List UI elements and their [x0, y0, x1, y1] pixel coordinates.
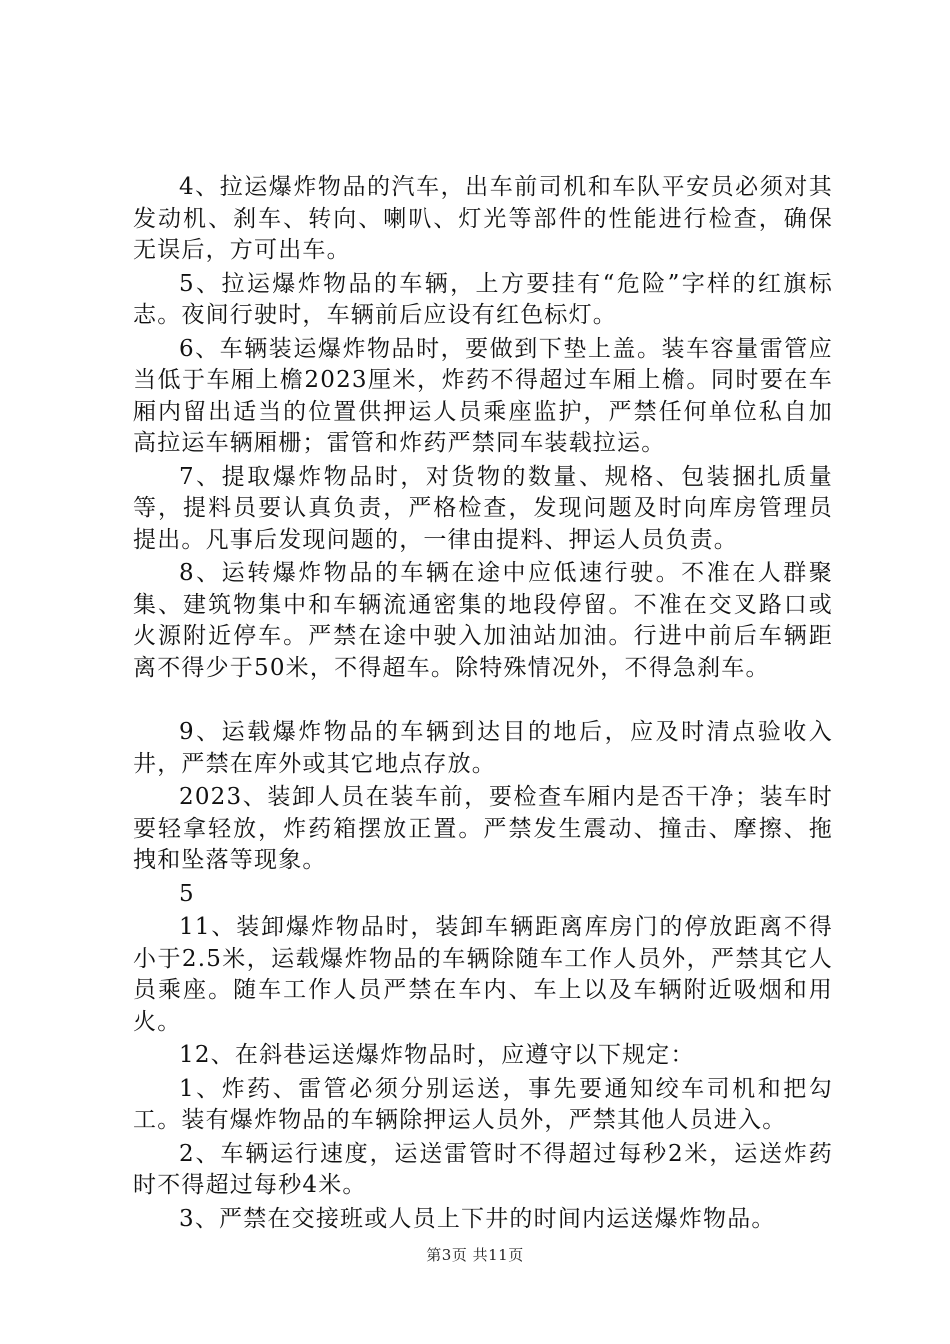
rule-item-2: 2、车辆运行速度，运送雷管时不得超过每秒2米，运送炸药时不得超过每秒4米。	[133, 1140, 833, 1198]
paragraph-6: 6、车辆装运爆炸物品时，要做到下垫上盖。装车容量雷管应当低于车厢上檐2023厘米，炸药不得超过车厢上檐。同时要在车厢内留出适当的位置供押运人员乘座监护，严禁任何单位私自加高拉运车辆厢栅；雷管和炸药严禁同车装载拉运。	[133, 335, 833, 456]
paragraph-4: 4、拉运爆炸物品的汽车，出车前司机和车队平安员必须对其发动机、刹车、转向、喇叭、灯光等部件的性能进行检查，确保无误后，方可出车。	[133, 174, 833, 263]
paragraph-7: 7、提取爆炸物品时，对货物的数量、规格、包装捆扎质量等，提料员要认真负责，严格检查，发现问题及时向库房管理员提出。凡事后发现问题的，一律由提料、押运人员负责。	[133, 463, 833, 553]
paragraph-11: 11、装卸爆炸物品时，装卸车辆距离库房门的停放距离不得小于2.5米，运载爆炸物品的车辆除随车工作人员外，严禁其它人员乘座。随车工作人员严禁在车内、车上以及车辆附近吸烟和用火。	[133, 914, 833, 1035]
paragraph-9: 9、运载爆炸物品的车辆到达目的地后，应及时清点验收入井，严禁在库外或其它地点存放。	[133, 719, 833, 777]
page-footer: 第3页 共11页	[426, 1246, 524, 1264]
paragraph-12: 12、在斜巷运送爆炸物品时，应遵守以下规定：	[179, 1042, 695, 1068]
paragraph-5: 5、拉运爆炸物品的车辆，上方要挂有“危险”字样的红旗标志。夜间行驶时，车辆前后应设有红色标灯。	[133, 270, 833, 328]
rule-item-3: 3、严禁在交接班或人员上下井的时间内运送爆炸物品。	[179, 1205, 776, 1232]
stray-number: 5	[179, 880, 195, 907]
document-body	[133, 172, 833, 1237]
paragraph-10: 2023、装卸人员在装车前，要检查车厢内是否干净；装车时要轻拿轻放，炸药箱摆放正置。严禁发生震动、撞击、摩擦、拖拽和坠落等现象。	[133, 784, 833, 873]
rule-item-1: 1、炸药、雷管必须分别运送，事先要通知绞车司机和把勾工。装有爆炸物品的车辆除押运人员外，严禁其他人员进入。	[133, 1075, 833, 1133]
paragraph-8: 8、运转爆炸物品的车辆在途中应低速行驶。不准在人群聚集、建筑物集中和车辆流通密集的地段停留。不准在交叉路口或火源附近停车。严禁在途中驶入加油站加油。行进中前后车辆距离不得少于50米，不得超车。除特殊情况外，不得急刹车。	[133, 560, 833, 681]
